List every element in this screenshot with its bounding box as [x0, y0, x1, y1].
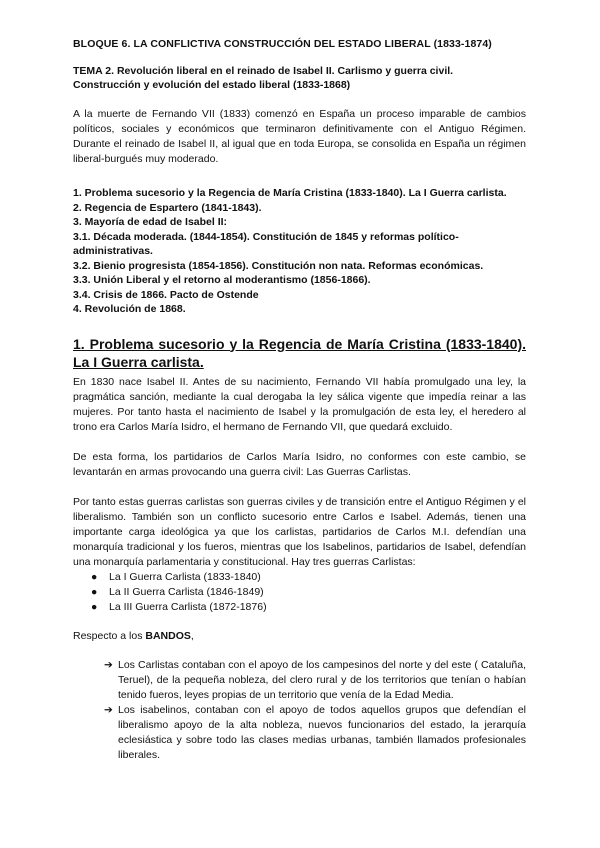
paragraph-1: En 1830 nace Isabel II. Antes de su nacimiento, Fernando VII había promulgado una ley, la pragmática sanción, mediante la cual derogaba la ley sálica vigente que impedía reinar a las mujeres. Por tanto hasta el nacimiento de Isabel y la promulgación de esta ley, el heredero al trono era Carlos María Isidro, el hermano de Fernando VII, que quedará excluido.: [73, 375, 526, 433]
tema-title-line1: TEMA 2. Revolución liberal en el reinado de Isabel II. Carlismo y guerra civil.: [73, 65, 454, 77]
arrow-icon: ➔: [104, 658, 113, 671]
toc-item: 4. Revolución de 1868.: [73, 303, 186, 315]
arrow-icon: ➔: [104, 703, 113, 716]
intro-paragraph: A la muerte de Fernando VII (1833) comenzó en España un proceso imparable de cambios políticos, sociales y económicos que terminaron definitivamente con el Antiguo Régimen. Durante el reinado de Isabel II, al igual que en toda Europa, se consolida en España un régimen liberal-burgués muy moderado.: [73, 108, 526, 165]
toc-item: 3.1. Década moderada. (1844-1854). Constitución de 1845 y reformas político-administrativas.: [73, 230, 459, 257]
tema-title: [73, 64, 526, 92]
tema-title-line2: Construcción y evolución del estado liberal (1833-1868): [73, 79, 351, 91]
list-item: ● La II Guerra Carlista (1846-1849): [91, 585, 264, 598]
toc-item: 3.2. Bienio progresista (1854-1856). Constitución non nata. Reformas económicas.: [73, 259, 484, 272]
bullet-icon: ●: [91, 600, 98, 613]
toc-item: 3. Mayoría de edad de Isabel II:: [73, 216, 228, 228]
bandos-intro: Respecto a los BANDOS,: [73, 629, 194, 642]
table-of-contents: [73, 186, 526, 317]
bullet-icon: ●: [91, 585, 98, 598]
list-item: ● La III Guerra Carlista (1872-1876): [91, 600, 267, 613]
list-item: ➔ Los Carlistas contaban con el apoyo de los campesinos del norte y del este ( Cataluña, Teruel), de la pequeña nobleza, del clero rural y de los territorios que tenían o habían tenido fueros, leyes propias de un territorio que venía de la Edad Media.: [104, 658, 526, 701]
carlist-wars-list: [73, 570, 526, 615]
paragraph-3: Por tanto estas guerras carlistas son guerras civiles y de transición entre el Antiguo Régimen y el liberalismo. También son un conflicto sucesorio entre Carlos e Isabel. Además, tienen una importante carga ideológica ya que los carlistas, partidarios de Carlos M.I. defendían una monarquía tradicional y los fueros, mientras que los Isabelinos, partidarios de Isabel, defendían una monarquía parlamentaria y constitucional. Hay tres guerras Carlistas:: [73, 495, 526, 568]
list-item: ● La I Guerra Carlista (1833-1840): [91, 570, 261, 583]
block-title: BLOQUE 6. LA CONFLICTIVA CONSTRUCCIÓN DEL ESTADO LIBERAL (1833-1874): [73, 38, 492, 50]
bandos-list: [73, 658, 526, 763]
paragraph-2: De esta forma, los partidarios de Carlos María Isidro, no conformes con este cambio, se levantarán en armas provocando una guerra civil: Las Guerras Carlistas.: [73, 450, 526, 478]
list-item: ➔ Los isabelinos, contaban con el apoyo de todos aquellos grupos que defendían el liberalismo apoyo de la alta nobleza, nuevos funcionarios del estado, la jerarquía eclesiástica y sobre todo las clases medias urbanas, también llamados profesionales liberales.: [104, 703, 526, 761]
bullet-icon: ●: [91, 570, 98, 583]
toc-item: 1. Problema sucesorio y la Regencia de María Cristina (1833-1840). La I Guerra carlista.: [73, 187, 507, 199]
section-1-heading: 1. Problema sucesorio y la Regencia de María Cristina (1833-1840). La I Guerra carlista.: [73, 335, 526, 370]
toc-item: 3.4. Crisis de 1866. Pacto de Ostende: [73, 288, 259, 301]
toc-item: 2. Regencia de Espartero (1841-1843).: [73, 201, 262, 214]
toc-item: 3.3. Unión Liberal y el retorno al moderantismo (1856-1866).: [73, 274, 371, 286]
